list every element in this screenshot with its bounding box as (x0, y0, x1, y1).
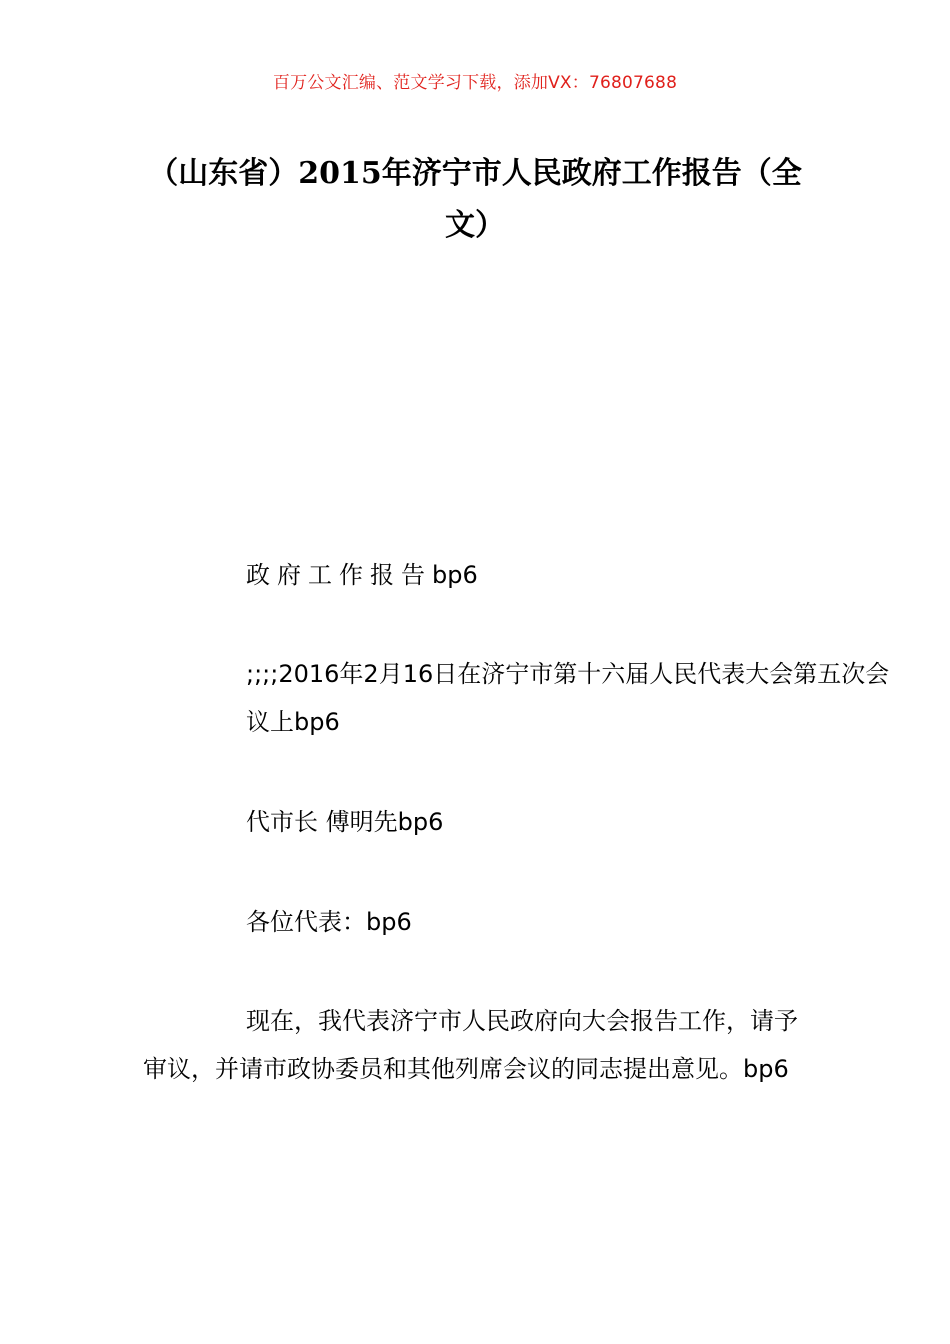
paragraph-greeting: 各位代表：bp6 (246, 908, 412, 936)
paragraph-heading (143, 551, 911, 599)
heading-suffix: bp6 (432, 561, 478, 589)
heading-lead: 政府工作报告 (246, 561, 432, 589)
paragraph-speaker: 代市长 傅明先bp6 (246, 808, 444, 836)
header-note: 百万公文汇编、范文学习下载，添加VX：76807688 (272, 73, 678, 93)
paragraph-opening: 现在，我代表济宁市人民政府向大会报告工作，请予审议，并请市政协委员和其他列席会议的同志提出意见。bp6 (143, 1007, 798, 1083)
document-title: （山东省）2015年济宁市人民政府工作报告（全文） (148, 156, 802, 243)
paragraph-date: ;;;;2016年2月16日在济宁市第十六届人民代表大会第五次会议上bp6 (246, 660, 890, 736)
